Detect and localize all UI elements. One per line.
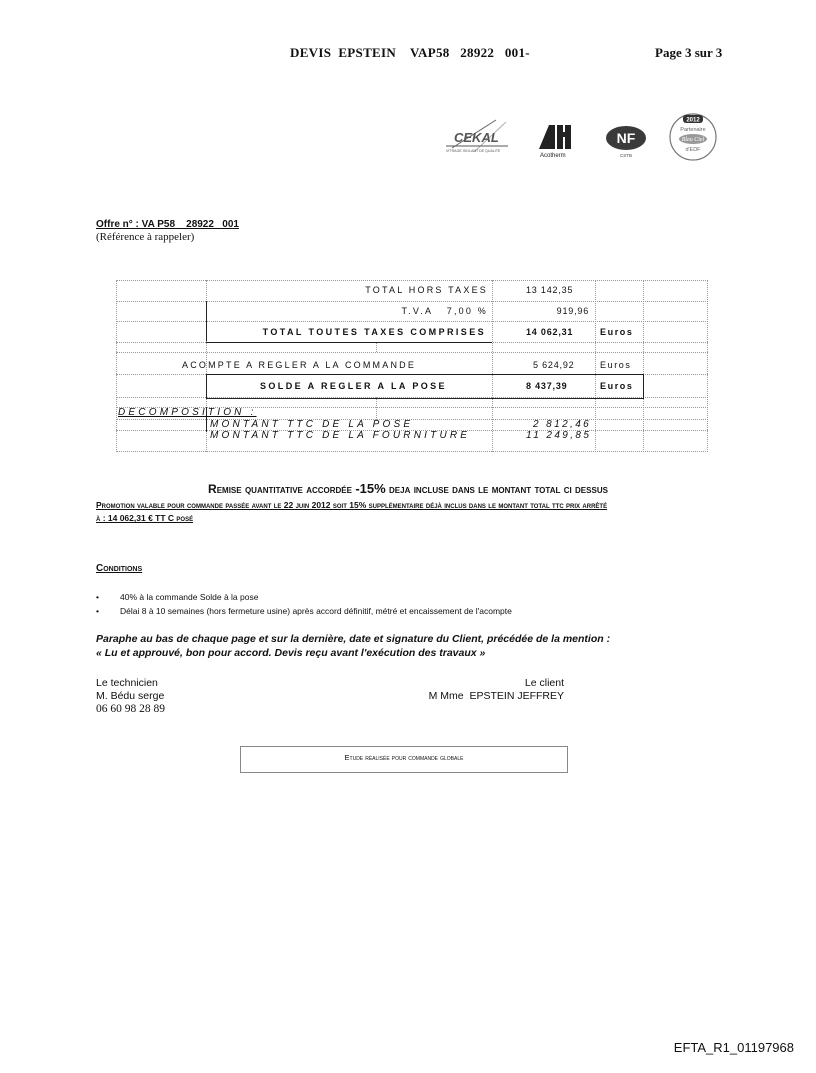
cekal-logo-text: CEKAL — [454, 130, 499, 145]
client-title: Le client — [524, 677, 564, 689]
total-ttc-label: TOTAL TOUTES TAXES COMPRISES — [262, 327, 486, 337]
conditions-title: Conditions — [96, 563, 143, 574]
remise-rest: deja incluse dans le montant total ci dessus — [389, 482, 608, 496]
solde-label: SOLDE A REGLER A LA POSE — [260, 381, 447, 391]
tva-value: 919,96 — [556, 306, 589, 316]
offer-reference-note: (Référence à rappeler) — [96, 231, 195, 243]
bullet-icon: • — [96, 592, 99, 602]
technician-name: M. Bédu serge — [96, 690, 165, 702]
condition-text: Délai 8 à 10 semaines (hors fermeture usine) après accord définitif, métré et encaissement de l'acompte — [120, 606, 512, 616]
nf-text: NF — [616, 130, 636, 146]
condition-text: 40% à la commande Solde à la pose — [120, 592, 259, 602]
remise-title: Remise quantitative accordée — [208, 482, 352, 496]
pose-value: 2 812,46 — [533, 419, 592, 430]
solde-value: 8 437,39 — [526, 381, 568, 391]
document-title: DEVIS EPSTEIN VAP58 28922 001- — [290, 45, 530, 60]
total-ttc-value: 14 062,31 — [526, 327, 574, 337]
offer-number: Offre n° : VA P58 28922 001 — [96, 219, 239, 230]
total-ht-value: 13 142,35 — [526, 285, 574, 295]
client-block — [429, 677, 564, 703]
remise-heading — [0, 481, 816, 496]
client-name: M Mme EPSTEIN JEFFREY — [428, 690, 564, 702]
nf-sub-text: CSTB — [619, 153, 633, 158]
edf-line2: Bleu Ciel — [681, 137, 705, 143]
promotion-line2: à : 14 062,31 € TT C posé — [96, 513, 194, 523]
nf-logo — [604, 125, 648, 159]
document-id: EFTA_R1_01197968 — [673, 1040, 794, 1055]
page-number: Page 3 sur 3 — [655, 45, 723, 60]
solde-unit: Euros — [600, 381, 634, 391]
promotion-text — [96, 499, 726, 525]
acompte-label: ACOMPTE A REGLER A LA COMMANDE — [182, 360, 417, 370]
total-ttc-unit: Euros — [600, 327, 634, 337]
acotherm-text: Acotherm — [540, 153, 566, 159]
edf-line1: Partenaire — [680, 127, 706, 133]
paraphe-line2: « Lu et approuvé, bon pour accord. Devis reçu avant l'exécution des travaux » — [96, 647, 486, 659]
promotion-line1: Promotion valable pour commande passée avant le 22 juin 2012 soit 15% supplémentaire déjà inclus dans le montant total ttc prix arrêté — [96, 500, 608, 510]
paraphe-line1: Paraphe au bas de chaque page et sur la dernière, date et signature du Client, précédée de la mention : — [96, 633, 611, 645]
edf-year: 2012 — [686, 117, 700, 124]
remise-percent: -15% — [355, 481, 386, 496]
bullet-icon: • — [96, 606, 99, 616]
fourniture-value: 11 249,85 — [526, 430, 592, 441]
decomposition-label: DECOMPOSITION : — [118, 407, 257, 418]
acompte-value: 5 624,92 — [533, 360, 575, 370]
edf-line3: d'EDF — [685, 147, 701, 153]
technician-block — [96, 677, 165, 716]
paraphe-note — [96, 632, 610, 660]
etude-label: Etude réalisée pour commande globale — [344, 753, 464, 762]
pose-label: MONTANT TTC DE LA POSE — [210, 419, 414, 430]
technician-title: Le technicien — [96, 677, 158, 689]
acotherm-logo — [537, 123, 573, 159]
edf-partner-badge — [668, 112, 718, 162]
totals-table — [116, 280, 708, 452]
technician-phone: 06 60 98 28 89 — [96, 703, 165, 715]
cekal-tagline: VITRAGE ISOLANT DE QUALITE — [446, 149, 501, 153]
acompte-unit: Euros — [600, 360, 632, 370]
fourniture-label: MONTANT TTC DE LA FOURNITURE — [210, 430, 471, 441]
cekal-logo — [444, 118, 510, 154]
total-ht-label: TOTAL HORS TAXES — [365, 285, 488, 295]
tva-label: T.V.A 7,00 % — [401, 306, 488, 316]
